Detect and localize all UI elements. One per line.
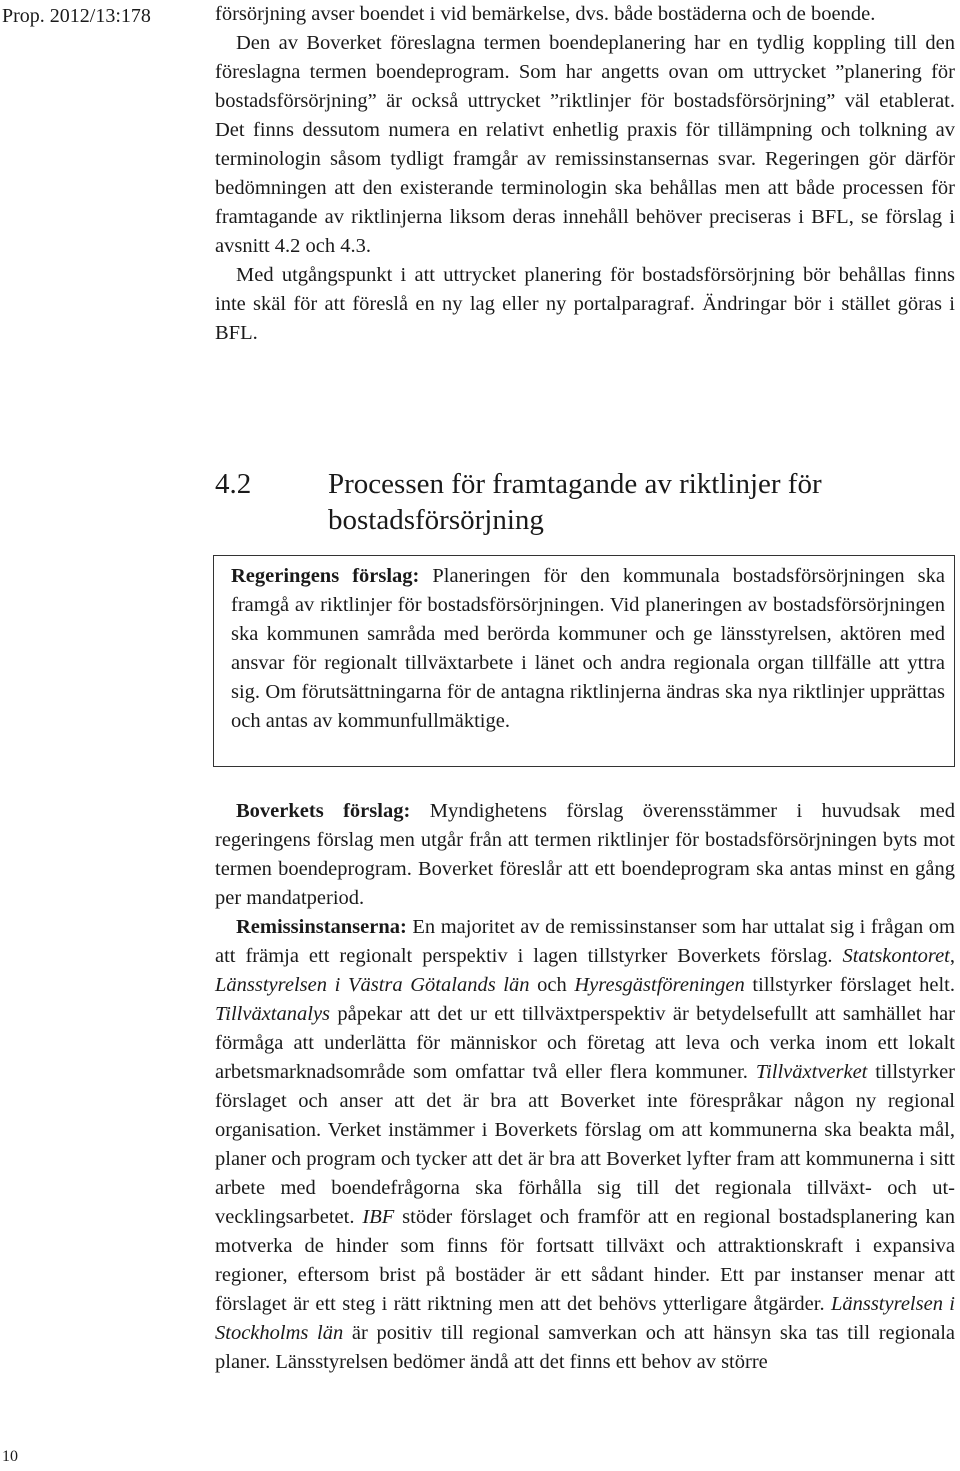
remiss-label: Remissinstanserna:: [236, 916, 407, 938]
proposal-label: Regeringens förslag:: [231, 565, 420, 587]
text-span: tillstyrker förslaget och anser att det är bra att Boverket inte förespråkar någon ny regional organisation. Verket instämmer i Boverkets förslag om att kommunerna ska beakta mål, planer och program och tycker att det är bra att Boverket lyfter fram att kommunerna i sitt arbete med boendefrågorna ska förhålla sig till det regionala tillväxt- och utvecklingsarbetet.: [215, 1061, 955, 1228]
text-span: stöder förslaget och framför att en regional bostadsplanering kan motverka de hinder som finns för fortsatt tillväxt och attraktionskraft i expansiva regioner, eftersom brist på bostäder är ett sådant hinder. Ett par instanser menar att förslaget är ett steg i rätt riktning men att det behövs ytterligare åtgärder.: [215, 1206, 955, 1315]
body-text: [215, 797, 955, 1377]
paragraph: Den av Boverket föreslagna termen boendeplanering har en tydlig koppling till den föreslagna termen boendeprogram. Som har angetts ovan om uttrycket ”planering för bostadsförsörjning” är också uttrycket ”riktlinjer för bostadsförsörjning” väl etablerat. Det finns dessutom numera en relativt enhetlig praxis för tillämpning och tolkning av terminologin såsom tydligt framgår av remissinstansernas svar. Regeringen gör därför bedömningen att den existerande terminologin ska behållas men att både processen för framtagande av riktlinjerna liksom deras innehåll behöver preciseras i BFL, se förslag i avsnitt 4.2 och 4.3.: [215, 32, 955, 257]
text-span: ,: [949, 945, 955, 967]
page-number: 10: [2, 1448, 18, 1465]
paragraph: [231, 562, 945, 736]
section-title: Processen för framtagande av riktlinjer för bostadsförsörjning: [328, 468, 822, 536]
document-reference: Prop. 2012/13:178: [2, 5, 151, 27]
italic-org: IBF: [362, 1206, 395, 1228]
italic-org: Statskontoret: [842, 945, 950, 967]
text-span: En majoritet av de remissinstanser som har uttalat sig i frågan om att främja ett regionalt perspektiv i lagen tillstyrker Boverkets förslag.: [215, 916, 955, 967]
section-number: 4.2: [215, 468, 252, 500]
text-span: tillstyrker förslaget helt.: [744, 974, 955, 996]
italic-org: Tillväxtanalys: [215, 1003, 331, 1025]
government-proposal-box: [213, 555, 955, 767]
paragraph: Med utgångspunkt i att uttrycket planering för bostadsförsörjning bör behållas finns inte skäl för att föreslå en ny lag eller ny portalparagraf. Ändringar bör i stället göras i BFL.: [215, 264, 955, 344]
boverket-text: Myndighetens förslag överensstämmer i huvudsak med regeringens förslag men utgår från att termen riktlinjer för bostadsförsörjningen byts mot termen boendeprogram. Boverket föreslår att ett boendeprogram ska antas minst en gång per mandatperiod.: [215, 800, 955, 909]
italic-org: Tillväxtverket: [755, 1061, 868, 1083]
italic-org: Länsstyrelsen i Stockholms län: [215, 1293, 955, 1344]
paragraph-remiss: [215, 913, 955, 1377]
paragraph-boverket: [215, 797, 955, 913]
text-span: och: [529, 974, 575, 996]
intro-text: [215, 0, 955, 348]
proposal-text: Planeringen för den kommunala bostadsförsörjningen ska framgå av riktlinjer för bostadsförsörjningen. Vid planeringen av bostadsförsörjningen ska kommunen samråda med berörda kommuner och ge länsstyrelsen, aktören med ansvar för regionalt tillväxtarbete i länet och andra regionala organ tillfälle att yttra sig. Om förutsättningarna för de antagna riktlinjerna ändras ska nya riktlinjer upprättas och antas av kommunfullmäktige.: [231, 565, 945, 732]
italic-org: Hyresgästföreningen: [574, 974, 745, 996]
section-heading: [215, 466, 955, 538]
italic-org: Länsstyrelsen i Västra Götalands län: [215, 974, 530, 996]
text-span: påpekar att det ur ett tillväxtperspektiv är betydelsefullt att samhället har förmåga att underlätta för människor och företag att leva och verka inom ett lokalt arbetsmarknadsområde som omfattar två eller flera kommuner.: [215, 1003, 955, 1083]
paragraph: försörjning avser boendet i vid bemärkelse, dvs. både bostäderna och de boende.: [215, 3, 876, 25]
text-span: är positiv till regional samverkan och att hänsyn ska tas till regionala planer. Länsstyrelsen bedömer ändå att det finns ett behov av större: [215, 1322, 955, 1373]
boverket-label: Boverkets förslag:: [236, 800, 411, 822]
